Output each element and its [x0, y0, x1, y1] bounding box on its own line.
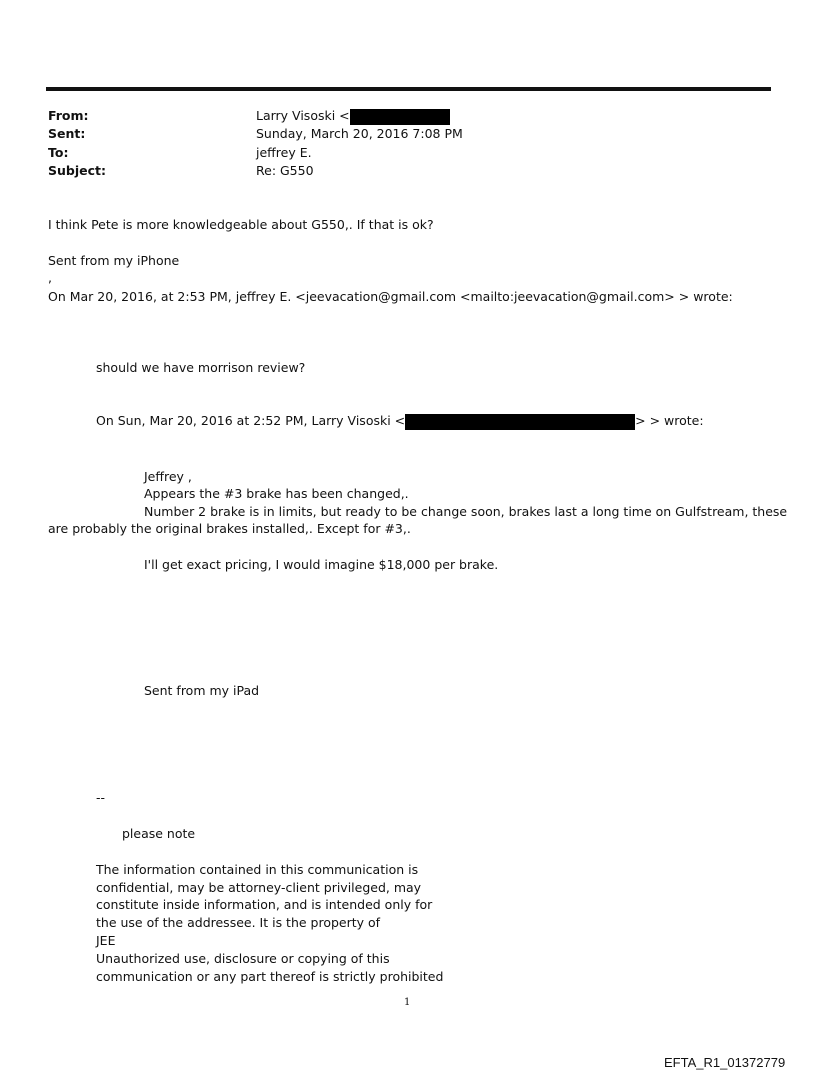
- attribution-suffix: > > wrote:: [635, 413, 704, 428]
- quoted-line: Jeffrey ,: [144, 469, 192, 484]
- subject-value: Re: G550: [256, 163, 314, 178]
- quoted-line: should we have morrison review?: [96, 360, 306, 375]
- redaction-bar: [405, 414, 635, 430]
- sent-label: Sent:: [48, 126, 86, 141]
- quote-attribution: On Mar 20, 2016, at 2:53 PM, jeffrey E. <jeevacation@gmail.com <mailto:jeevacation@gmail.com> > wrote:: [48, 289, 733, 304]
- signature-dashes: --: [96, 790, 106, 805]
- page-number: 1: [404, 997, 411, 1008]
- body-line: Sent from my iPhone: [48, 253, 180, 268]
- quote-attribution: [96, 413, 704, 430]
- disclaimer-line: the use of the addressee. It is the property of: [96, 915, 381, 930]
- disclaimer-line: constitute inside information, and is intended only for: [96, 897, 433, 912]
- quoted-line: are probably the original brakes installed,. Except for #3,.: [48, 521, 411, 536]
- from-value: [256, 108, 450, 125]
- please-note: please note: [122, 826, 196, 841]
- disclaimer-line: Unauthorized use, disclosure or copying of this: [96, 951, 390, 966]
- disclaimer-line: The information contained in this communication is: [96, 862, 419, 877]
- document-id: EFTA_R1_01372779: [664, 1055, 786, 1070]
- quoted-line: Sent from my iPad: [144, 683, 260, 698]
- header-rule: [46, 87, 771, 91]
- disclaimer-line: JEE: [96, 933, 116, 948]
- disclaimer-line: communication or any part thereof is strictly prohibited: [96, 969, 444, 984]
- from-name: Larry Visoski <: [256, 108, 350, 123]
- quoted-line: Number 2 brake is in limits, but ready to be change soon, brakes last a long time on Gulfstream, these: [144, 504, 788, 519]
- from-label: From:: [48, 108, 89, 123]
- subject-label: Subject:: [48, 163, 106, 178]
- quoted-line: Appears the #3 brake has been changed,.: [144, 486, 409, 501]
- sent-value: Sunday, March 20, 2016 7:08 PM: [256, 126, 463, 141]
- to-label: To:: [48, 145, 69, 160]
- body-line: I think Pete is more knowledgeable about G550,. If that is ok?: [48, 217, 434, 232]
- attribution-prefix: On Sun, Mar 20, 2016 at 2:52 PM, Larry Visoski <: [96, 413, 406, 428]
- to-value: jeffrey E.: [256, 145, 312, 160]
- body-line: ,: [48, 270, 52, 285]
- disclaimer-line: confidential, may be attorney-client privileged, may: [96, 880, 422, 895]
- quoted-line: I'll get exact pricing, I would imagine $18,000 per brake.: [144, 557, 499, 572]
- redaction-bar: [350, 109, 450, 125]
